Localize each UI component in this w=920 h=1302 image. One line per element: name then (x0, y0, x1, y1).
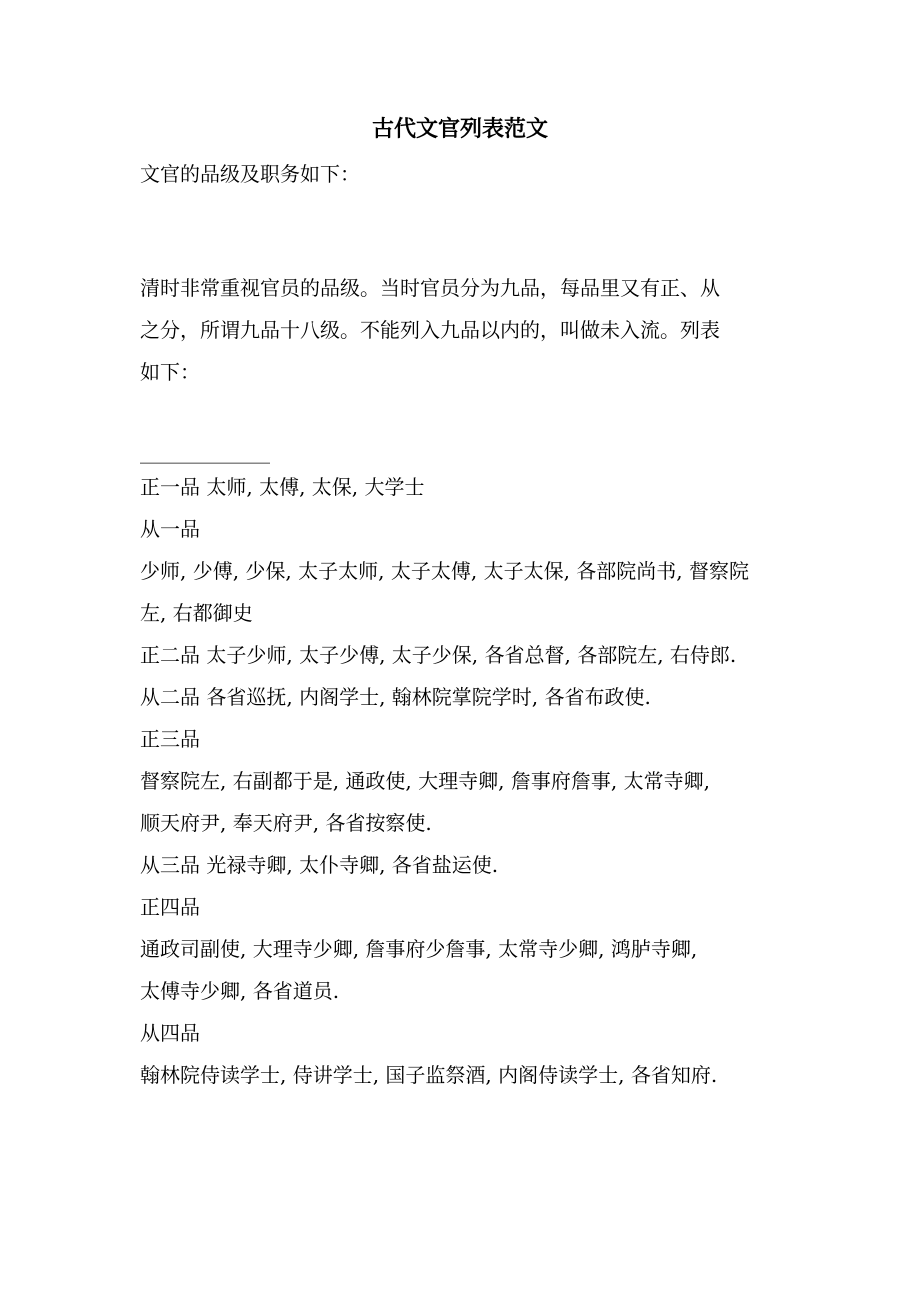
list-line: 正四品 (140, 895, 200, 919)
list-line: 从四品 (140, 1021, 200, 1045)
list-line: 顺天府尹, 奉天府尹, 各省按察使. (140, 811, 432, 835)
paragraph-line-1: 清时非常重视官员的品级。当时官员分为九品，每品里又有正、从 (140, 276, 720, 300)
paragraph-line-2: 之分，所谓九品十八级。不能列入九品以内的，叫做未入流。列表 (140, 318, 720, 342)
list-line: 从三品 光禄寺卿, 太仆寺卿, 各省盐运使. (140, 853, 499, 877)
separator-line: _____________ (140, 440, 270, 464)
list-line: 少师, 少傅, 少保, 太子太师, 太子太傅, 太子太保, 各部院尚书, 督察院 (140, 559, 750, 583)
list-line: 左, 右都御史 (140, 601, 253, 625)
list-line: 通政司副使, 大理寺少卿, 詹事府少詹事, 太常寺少卿, 鸿胪寺卿, (140, 937, 698, 961)
list-line: 正三品 (140, 727, 200, 751)
intro-line: 文官的品级及职务如下： (140, 162, 360, 186)
document-title: 古代文官列表范文 (371, 116, 548, 142)
list-line: 督察院左, 右副都于是, 通政使, 大理寺卿, 詹事府詹事, 太常寺卿, (140, 769, 710, 793)
list-line: 正一品 太师, 太傅, 太保, 大学士 (140, 475, 425, 499)
list-line: 翰林院侍读学士, 侍讲学士, 国子监祭酒, 内阁侍读学士, 各省知府. (140, 1063, 718, 1087)
list-line: 正二品 太子少师, 太子少傅, 太子少保, 各省总督, 各部院左, 右侍郎. (140, 643, 737, 667)
list-line: 从一品 (140, 517, 200, 541)
list-line: 太傅寺少卿, 各省道员. (140, 979, 340, 1003)
paragraph-line-3: 如下： (140, 360, 200, 384)
list-line: 从二品 各省巡抚, 内阁学士, 翰林院掌院学时, 各省布政使. (140, 685, 651, 709)
